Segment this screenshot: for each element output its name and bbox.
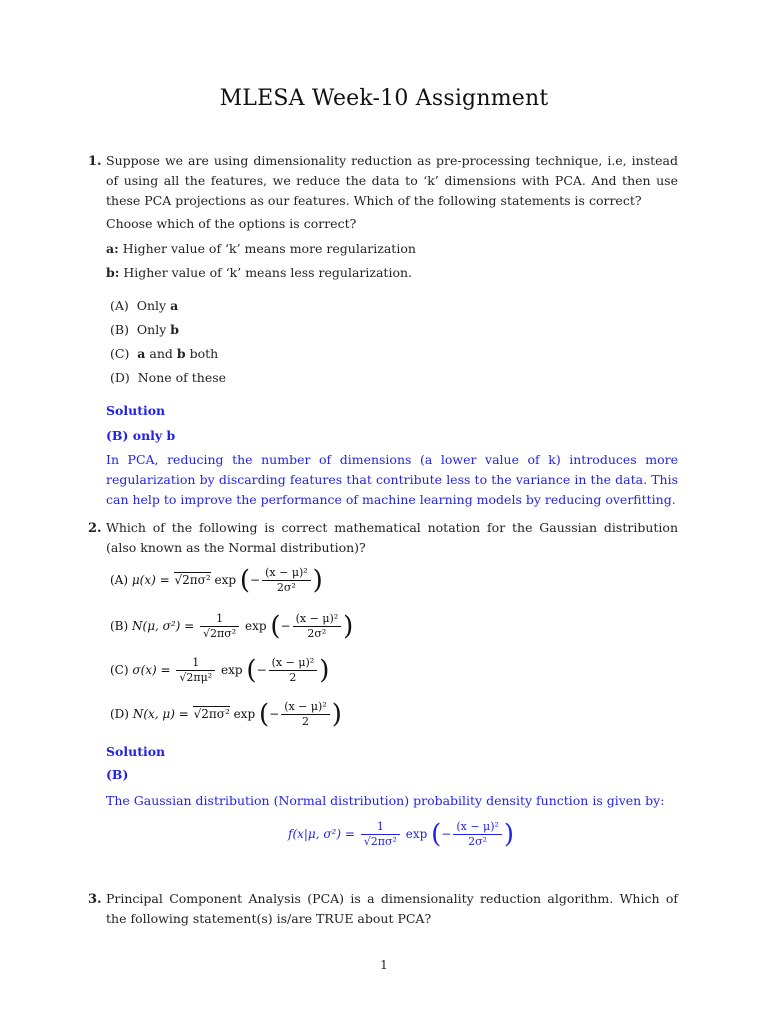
solution-answer: (B) only b bbox=[106, 428, 176, 443]
formula-lhs: N(x, μ) = bbox=[132, 707, 189, 721]
solution-heading: Solution bbox=[106, 403, 166, 418]
formula-denominator: 2σ² bbox=[276, 581, 296, 594]
solution-text: The Gaussian distribution (Normal distribution) probability density function is given by: bbox=[106, 793, 665, 808]
option-text: Only bbox=[136, 322, 167, 337]
question-number: 1. bbox=[88, 154, 102, 169]
formula-numerator: (x − μ)² bbox=[293, 612, 342, 627]
question-text: Which of the following is correct mathematical notation for the Gaussian distribution (also known as the Normal distribution)? bbox=[106, 520, 678, 555]
formula-lhs: N(μ, σ²) = bbox=[132, 619, 195, 633]
formula-lhs: μ(x) = bbox=[131, 573, 170, 587]
option-b bbox=[110, 320, 179, 340]
formula-lhs: f(x|μ, σ²) = bbox=[288, 827, 355, 841]
option-label: (B) bbox=[110, 619, 129, 633]
statement-b bbox=[106, 263, 412, 283]
formula-exp: exp bbox=[221, 663, 243, 677]
option-text: and bbox=[149, 346, 173, 361]
formula-denominator: 2σ² bbox=[307, 627, 327, 640]
coefficient-denominator: √2πσ² bbox=[203, 627, 237, 640]
option-text: None of these bbox=[137, 370, 227, 385]
coefficient-numerator: 1 bbox=[200, 612, 239, 627]
option-label: (C) bbox=[110, 346, 130, 361]
statement-label: b: bbox=[106, 265, 120, 280]
coefficient-numerator: 1 bbox=[176, 656, 215, 671]
solution-heading: Solution bbox=[106, 744, 166, 759]
formula-exp: exp bbox=[245, 619, 267, 633]
option-text: both bbox=[189, 346, 219, 361]
formula-exp: exp bbox=[233, 707, 256, 721]
formula-numerator: (x − μ)² bbox=[453, 820, 502, 835]
option-a bbox=[110, 296, 178, 316]
formula-denominator: 2 bbox=[289, 671, 297, 684]
statement-text: Higher value of ‘k’ means more regularization bbox=[122, 241, 416, 256]
option-label: (D) bbox=[110, 370, 130, 385]
question-number: 2. bbox=[88, 521, 102, 536]
solution-answer: (B) bbox=[106, 767, 129, 782]
option-bold: a bbox=[137, 346, 146, 361]
coefficient-denominator: √2πσ² bbox=[363, 835, 397, 848]
option-label: (A) bbox=[110, 298, 129, 313]
formula-coefficient: √2πσ² bbox=[174, 573, 211, 587]
question-text: Suppose we are using dimensionality reduction as pre-processing technique, i.e, instead of using all the features, we reduce the data to ‘k’ dimensions with PCA. And then use these PCA projections as our features. Which of the following statements is correct? bbox=[106, 153, 678, 208]
option-c bbox=[110, 344, 218, 364]
coefficient-denominator: √2πμ² bbox=[179, 671, 213, 684]
question-prompt: Choose which of the options is correct? bbox=[106, 216, 357, 231]
option-label: (B) bbox=[110, 322, 129, 337]
option-label: (C) bbox=[110, 663, 129, 677]
formula-numerator: (x − μ)² bbox=[269, 656, 318, 671]
option-c-formula: (C) σ(x) = $\frac{1}{\text{√2πμ²}}$ exp (− $\frac{\text{(x − μ)²}}{2}$ ) bbox=[110, 655, 330, 686]
formula-lhs: σ(x) = bbox=[132, 663, 171, 677]
option-text: Only bbox=[136, 298, 167, 313]
option-label: (D) bbox=[110, 707, 129, 721]
option-d-formula: (D) N(x, μ) = √2πσ² exp (− $\frac{\text{(x − μ)²}}{2}$ ) bbox=[110, 699, 342, 730]
formula-denominator: 2σ² bbox=[468, 835, 488, 848]
solution-formula: f(x|μ, σ²) = $\frac{1}{\text{√2πσ²}}$ exp (− $\frac{\text{(x − μ)²}}{\text{2σ²}}$ ) bbox=[288, 819, 515, 850]
option-a-formula: (A) μ(x) = √2πσ² exp (− $\frac{\text{(x − μ)²}}{\text{2σ²}}$ ) bbox=[110, 565, 323, 596]
coefficient-numerator: 1 bbox=[361, 820, 400, 835]
formula-coefficient: √2πσ² bbox=[193, 707, 230, 721]
question-text: Principal Component Analysis (PCA) is a dimensionality reduction algorithm. Which of the following statement(s) is/are TRUE about PCA? bbox=[106, 891, 678, 926]
statement-text: Higher value of ‘k’ means less regularization. bbox=[123, 265, 412, 280]
option-d bbox=[110, 368, 226, 388]
option-bold: a bbox=[170, 298, 179, 313]
page-number: 1 bbox=[380, 958, 388, 972]
option-bold: b bbox=[176, 346, 186, 361]
formula-numerator: (x − μ)² bbox=[262, 566, 311, 581]
formula-exp: exp bbox=[405, 827, 428, 841]
option-label: (A) bbox=[110, 573, 129, 587]
formula-denominator: 2 bbox=[301, 715, 309, 728]
option-bold: b bbox=[170, 322, 179, 337]
solution-text: In PCA, reducing the number of dimensions (a lower value of k) introduces more regularization by discarding features that contribute less to the variance in the data. This can help to improve the performance of machine learning models by reducing overfitting. bbox=[106, 452, 678, 507]
page-title: MLESA Week-10 Assignment bbox=[219, 86, 549, 111]
option-b-formula: (B) N(μ, σ²) = $\frac{1}{\text{√2πσ²}}$ exp (− $\frac{\text{(x − μ)²}}{\text{2σ²}}$ ) bbox=[110, 611, 354, 642]
statement-label: a: bbox=[106, 241, 119, 256]
question-number: 3. bbox=[88, 892, 102, 907]
formula-numerator: (x − μ)² bbox=[281, 700, 330, 715]
statement-a bbox=[106, 239, 416, 259]
formula-exp: exp bbox=[214, 573, 237, 587]
